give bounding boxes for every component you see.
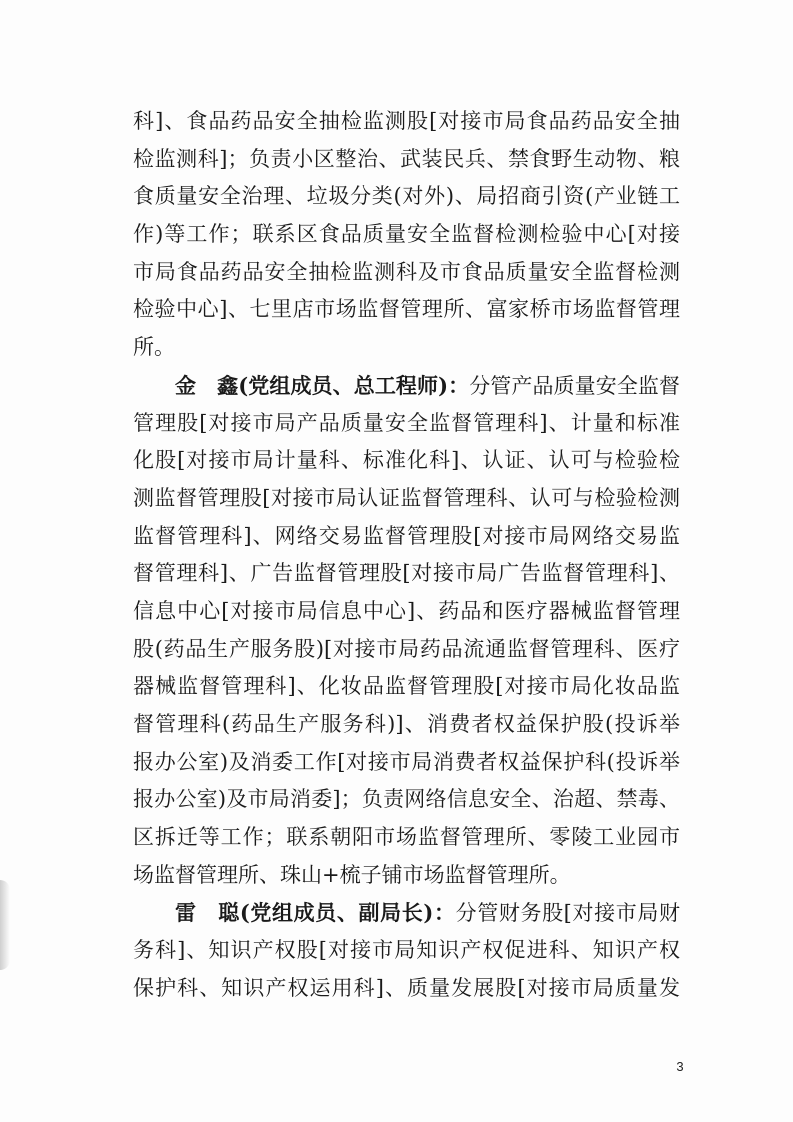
body-text xyxy=(133,103,680,1008)
text-line: 督管理科(药品生产服务科)]、消费者权益保护股(投诉举 xyxy=(133,712,680,736)
text-line: 测监督管理股[对接市局认证监督管理科、认可与检验检测 xyxy=(133,485,680,510)
text-line: 股(药品生产服务股)[对接市局药品流通监督管理科、医疗 xyxy=(133,636,680,661)
text-line: 检验中心]、七里店市场监督管理所、富家桥市场监督管理 xyxy=(133,297,680,322)
text-line: 食质量安全治理、垃圾分类(对外)、局招商引资(产业链工 xyxy=(133,184,680,209)
paragraph-2 xyxy=(133,367,680,895)
text-line-first xyxy=(133,367,680,405)
text-line: 科]、食品药品安全抽检监测股[对接市局食品药品安全抽 xyxy=(133,109,680,133)
text-line: 市局食品药品安全抽检监测科及市食品质量安全监督检测 xyxy=(133,259,680,284)
text-line: 检监测科]；负责小区整治、武装民兵、禁食野生动物、粮 xyxy=(133,146,680,171)
text-line: 所。 xyxy=(133,335,175,360)
text-line: 器械监督管理科]、化妆品监督管理股[对接市局化妆品监 xyxy=(133,674,680,699)
page-number: 3 xyxy=(676,1059,684,1074)
text-line: 监督管理科]、网络交易监督管理股[对接市局网络交易监 xyxy=(133,523,680,548)
text-line: 管理股[对接市局产品质量安全监督管理科]、计量和标准 xyxy=(133,410,680,435)
text-line: 作)等工作；联系区食品质量安全监督检测检验中心[对接 xyxy=(133,222,680,247)
official-name-title: 金 鑫(党组成员、总工程师)： xyxy=(175,372,470,398)
text-line: 场监督管理所、珠山+梳子铺市场监督管理所。 xyxy=(133,862,571,887)
text-line: 信息中心[对接市局信息中心]、药品和医疗器械监督管理 xyxy=(133,598,680,623)
text-line: 督管理科]、广告监督管理股[对接市局广告监督管理科]、 xyxy=(133,561,680,586)
paragraph-1 xyxy=(133,103,680,367)
text-line-first xyxy=(133,894,680,932)
official-name-title: 雷 聪(党组成员、副局长)： xyxy=(175,900,456,926)
text-line: 报办公室)及市局消委]；负责网络信息安全、治超、禁毒、 xyxy=(133,787,680,812)
text-line: 化股[对接市局计量科、标准化科]、认证、认可与检验检 xyxy=(133,448,680,473)
paragraph-3 xyxy=(133,894,680,1007)
text-line: 保护科、知识产权运用科]、质量发展股[对接市局质量发 xyxy=(133,975,680,1000)
duty-text: 分管财务股[对接市局财 xyxy=(455,901,680,926)
text-line: 务科]、知识产权股[对接市局知识产权促进科、知识产权 xyxy=(133,938,680,963)
text-line: 区拆迁等工作；联系朝阳市场监督管理所、零陵工业园市 xyxy=(133,825,680,850)
text-line: 报办公室)及消委工作[对接市局消费者权益保护科(投诉举 xyxy=(133,749,680,774)
duty-text: 分管产品质量安全监督 xyxy=(469,373,680,398)
scan-edge-shadow xyxy=(0,880,10,970)
